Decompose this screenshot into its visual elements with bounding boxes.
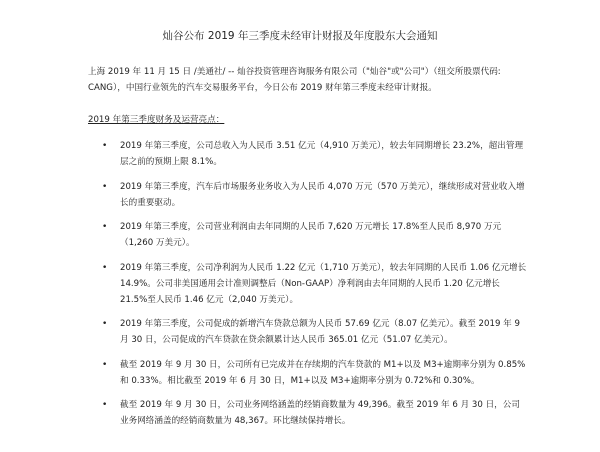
bullet-icon: •	[102, 222, 108, 232]
list-item	[88, 397, 528, 429]
list-item-text: 2019 年第三季度，公司营业利润由去年同期的人民币 7,620 万元增长 17.8%至人民币 8,970 万元（1,260 万美元）。	[120, 222, 502, 248]
list-item-text: 截至 2019 年 9 月 30 日，公司所有已完成并在存续期的汽车贷款的 M1+以及 M3+逾期率分别为 0.85%和 0.33%。相比截至 2019 年 6 月 30 日，M1+以及 M3+逾期率分别为 0.72%和 0.30%。	[120, 359, 526, 386]
list-item	[88, 219, 528, 251]
highlights-list	[88, 138, 528, 438]
bullet-icon: •	[102, 359, 108, 370]
bullet-icon: •	[102, 400, 108, 410]
list-item	[88, 316, 528, 348]
intro-paragraph: 上海 2019 年 11 月 15 日 /美通社/ -- 灿谷投资管理咨询服务有限公司（"灿谷"或"公司"）（纽交所股票代码: CANG），中国行业领先的汽车交易服务平台，今日公布 2019 财年第三季度未经审计财报。	[88, 67, 501, 93]
section-heading: 2019 年第三季度财务及运营亮点：	[88, 115, 225, 125]
list-item-text: 截至 2019 年 9 月 30 日，公司业务网络涵盖的经销商数量为 49,396。截至 2019 年 6 月 30 日，公司业务网络涵盖的经销商数量为 48,367。环比继续保持增长。	[120, 400, 520, 426]
bullet-icon: •	[102, 319, 108, 329]
list-item	[88, 357, 528, 389]
list-item-text: 2019 年第三季度，公司总收入为人民币 3.51 亿元（4,910 万美元），较去年同期增长 23.2%，超出管理层之前的预期上限 8.1%。	[120, 141, 524, 167]
list-item-text: 2019 年第三季度，公司净利润为人民币 1.22 亿元（1,710 万美元），较去年同期的人民币 1.06 亿元增长 14.9%。公司非美国通用会计准则调整后（Non-GAAP）净利润由去年同期的人民币 1.20 亿元增长 21.5%至人民币 1.46 亿元（2,040 万美元）。	[120, 262, 527, 305]
bullet-icon: •	[102, 181, 108, 192]
bullet-icon: •	[102, 141, 108, 151]
list-item	[88, 179, 528, 211]
list-item-text: 2019 年第三季度，汽车后市场服务业务收入为人民币 4,070 万元（570 万美元），继续形成对营业收入增长的重要驱动。	[120, 181, 525, 208]
list-item-text: 2019 年第三季度，公司促成的新增汽车贷款总额为人民币 57.69 亿元（8.07 亿美元）。截至 2019 年 9 月 30 日，公司促成的汽车贷款在贷余额累计达人民币 365.01 亿元（51.07 亿美元）。	[120, 319, 520, 345]
bullet-icon: •	[102, 262, 108, 273]
document-title: 灿谷公布 2019 年三季度未经审计财报及年度股东大会通知	[162, 30, 438, 42]
list-item	[88, 138, 528, 170]
list-item	[88, 260, 528, 308]
